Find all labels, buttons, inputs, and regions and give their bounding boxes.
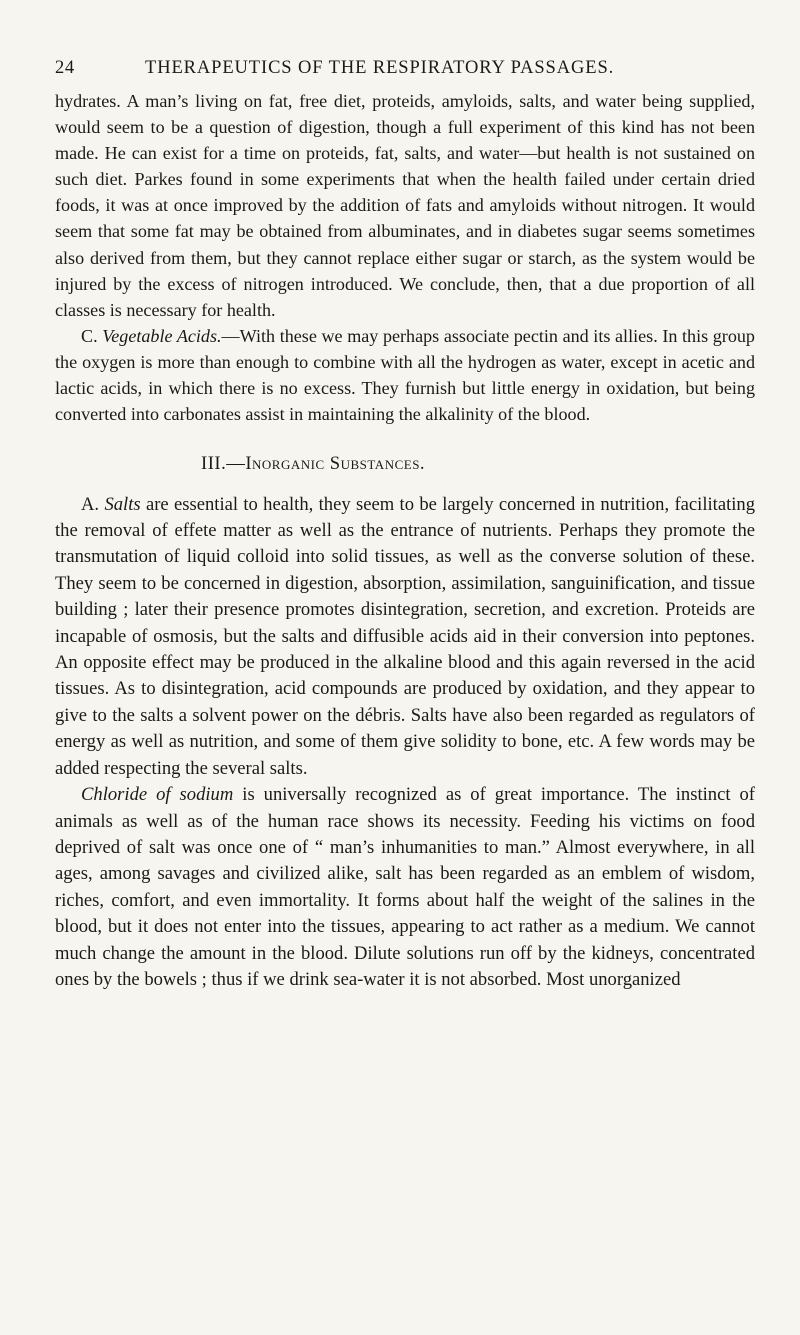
- paragraph-title: Chloride of sodium: [81, 784, 234, 806]
- page-header: [55, 58, 745, 88]
- paragraph-text: are essential to health, they seem to be largely concerned in nutrition, facilitating the removal of effete matter as well as the entrance of nutrients. Perhaps they promote the transmutation of liquid colloid into solid tissues, as well as the converse solution of these. They seem to be concerned in digestion, absorption, assimilation, sanguinification, and tissue building ; later their presence promotes disintegration, secretion, and excretion. Proteids are incapable of osmosis, but the salts and diffusible acids aid in their conversion into peptones. An opposite effect may be produced in the alkaline blood and this again reversed in the acid tissues. As to disintegration, acid compounds are produced by oxidation, and they appear to give to the salts a solvent power on the débris. Salts have also been regarded as regulators of energy as well as nutrition, and some of them give solidity to bone, etc. A few words may be added respecting the several salts.: [55, 493, 756, 779]
- section-title: Inorganic Substances.: [245, 453, 426, 475]
- paragraph-title: Salts: [104, 493, 141, 515]
- paragraph-text: is universally recognized as of great importance. The instinct of animals as well as of the human race shows its necessity. Feeding his victims on food deprived of salt was once one of “ man’s inhumanities to man.” Almost everywhere, in all ages, among savages and civilized alike, salt has been regarded as an emblem of wisdom, riches, comfort, and even immortality. It forms about half the weight of the salines in the blood, but it does not enter into the tissues, appearing to act rather as a medium. We cannot much change the amount in the blood. Dilute solutions run off by the kidneys, concentrated ones by the bowels ; thus if we drink sea-water it is not absorbed. Most unorganized: [55, 784, 755, 990]
- paragraph-vegetable-acids: [55, 323, 755, 427]
- paragraph-continuation: hydrates. A man’s living on fat, free diet, proteids, amyloids, salts, and water being supplied, would seem to be a question of digestion, though a full experiment of this kind has not been made. He can exist for a time on proteids, fat, salts, and water—but health is not sustained on such diet. Parkes found in some experiments that when the health failed under certain dried foods, it was at once improved by the addition of fats and amyloids without nitrogen. It would seem that some fat may be obtained from albuminates, and in diabetes sugar seems sometimes also derived from them, but they cannot replace either sugar or starch, as the system would be injured by the excess of nitrogen introduced. We conclude, then, that a due proportion of all classes is necessary for health.: [55, 91, 755, 320]
- paragraph-label: C.: [81, 325, 98, 346]
- body-text: [55, 88, 755, 993]
- page-number: 24: [55, 58, 75, 78]
- section-heading: [55, 451, 755, 477]
- paragraph-chloride-of-sodium: [55, 782, 755, 993]
- running-title: THERAPEUTICS OF THE RESPIRATORY PASSAGES.: [145, 58, 615, 78]
- paragraph-salts: [55, 492, 755, 782]
- section-inorganic: [55, 451, 755, 993]
- paragraph-title: Vegetable Acids.: [102, 325, 222, 346]
- section-numeral: III.—: [201, 453, 246, 475]
- paragraph-label: A.: [81, 493, 100, 515]
- paragraph-text: —With these we may perhaps associate pectin and its allies. In this group the oxygen is more than enough to combine with all the hydrogen as water, except in acetic and lactic acids, in which there is no excess. They furnish but little energy in oxidation, but being converted into carbonates assist in maintaining the alkalinity of the blood.: [55, 325, 755, 425]
